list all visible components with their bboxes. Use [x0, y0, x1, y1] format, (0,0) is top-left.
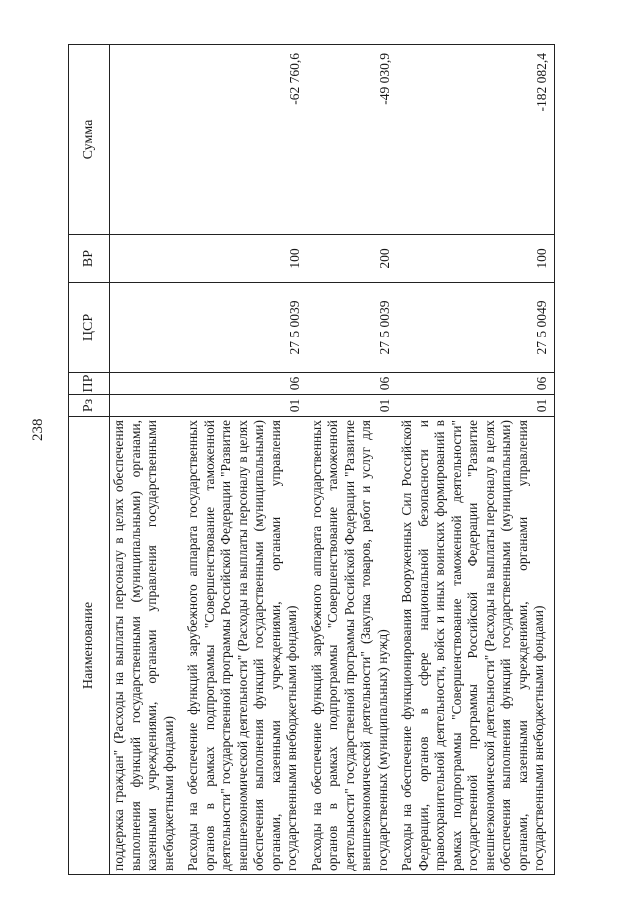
- row-sum: [110, 45, 184, 235]
- row-pr: 06: [183, 373, 307, 395]
- row-csr: [110, 283, 184, 373]
- row-sum: -182 082,4: [397, 45, 554, 235]
- table-row: [307, 45, 398, 875]
- row-sum: -62 760,6: [183, 45, 307, 235]
- page-number: 238: [30, 418, 46, 441]
- row-rz: 01: [307, 395, 398, 417]
- row-rz: 01: [397, 395, 554, 417]
- row-name: Расходы на обеспечение функций зарубежного аппарата государственных органов в рамках подпрограммы "Совершенствование таможенной деятельности" государственной программы Российской Федерации "Развитие внешнеэкономической деятельности" (Закупка товаров, работ и услуг для государственных (муниципальных) нужд): [307, 417, 398, 875]
- row-vr: 200: [307, 235, 398, 283]
- row-csr: 27 5 0039: [183, 283, 307, 373]
- row-vr: [110, 235, 184, 283]
- row-csr: 27 5 0039: [307, 283, 398, 373]
- header-csr: ЦСР: [69, 283, 110, 373]
- row-pr: 06: [307, 373, 398, 395]
- row-name: поддержка граждан" (Расходы на выплаты персоналу в целях обеспечения выполнения функций государственными (муниципальными) органами, казенными учреждениями, органами управления государственными внебюджетными фондами): [110, 417, 184, 875]
- header-pr: ПР: [69, 373, 110, 395]
- budget-table: [68, 44, 555, 875]
- header-sum: Сумма: [69, 45, 110, 235]
- row-sum: -49 030,9: [307, 45, 398, 235]
- row-rz: 01: [183, 395, 307, 417]
- header-rz: Рз: [69, 395, 110, 417]
- table-header-row: [69, 45, 110, 875]
- row-rz: [110, 395, 184, 417]
- row-vr: 100: [397, 235, 554, 283]
- header-vr: ВР: [69, 235, 110, 283]
- table-row: [183, 45, 307, 875]
- rotated-page-content: [68, 45, 578, 875]
- row-name: Расходы на обеспечение функционирования Вооруженных Сил Российской Федерации, органов в сфере национальной безопасности и правоохранительной деятельности, войск и иных воинских формирований в рамках подпрограммы "Совершенствование таможенной деятельности" государственной программы Российской Федерации "Развитие внешнеэкономической деятельности" (Расходы на выплаты персоналу в целях обеспечения выполнения функций государственными (муниципальными) органами, казенными учреждениями, органами управления государственными внебюджетными фондами): [397, 417, 554, 875]
- row-name: Расходы на обеспечение функций зарубежного аппарата государственных органов в рамках подпрограммы "Совершенствование таможенной деятельности" государственной программы Российской Федерации "Развитие внешнеэкономической деятельности" (Расходы на выплаты персоналу в целях обеспечения выполнения функций государственными (муниципальными) органами, казенными учреждениями, органами управления государственными внебюджетными фондами): [183, 417, 307, 875]
- table-row: [397, 45, 554, 875]
- row-pr: [110, 373, 184, 395]
- row-pr: 06: [397, 373, 554, 395]
- header-name: Наименование: [69, 417, 110, 875]
- row-csr: 27 5 0049: [397, 283, 554, 373]
- row-vr: 100: [183, 235, 307, 283]
- table-row: [110, 45, 184, 875]
